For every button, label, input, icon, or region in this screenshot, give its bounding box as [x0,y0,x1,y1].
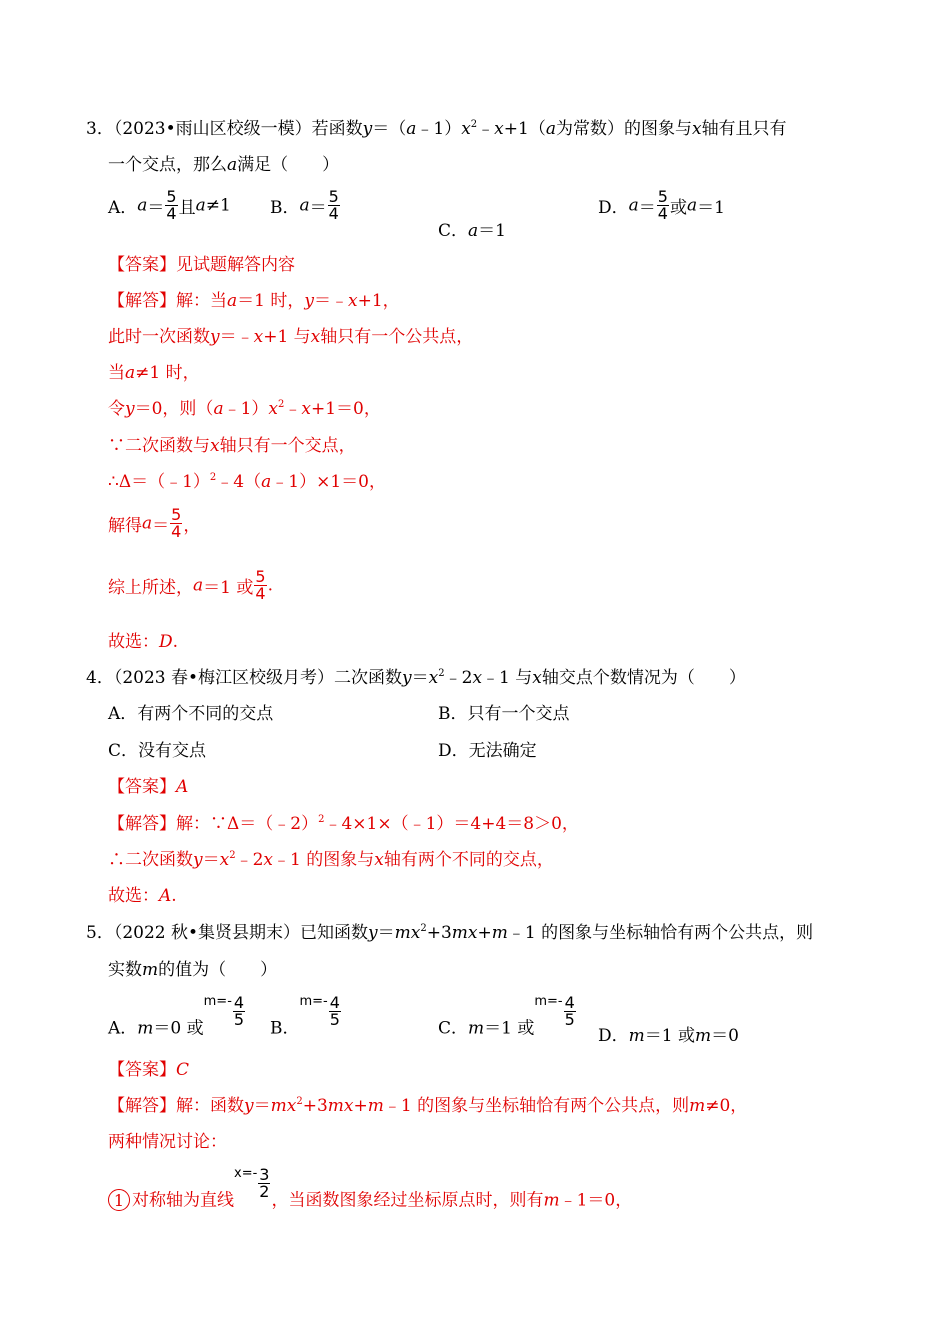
q3-option-b: B．a＝ $\frac{5}{4}$ [270,187,339,223]
fraction-5-4: $\frac{5}{4}$ [657,187,668,223]
q3-option-d: D．a＝ $\frac{5}{4}$ 或a＝1 [598,187,725,223]
q3-solution-line5: ∵二次函数与x轴只有一个交点， [108,436,356,456]
q4-option-b: B．只有一个交点 [438,704,570,724]
q5-solution-line3: 1 对称轴为直线x=- $\frac{3}{2}$ ，当函数图象经过坐标原点时，则有m﹣1＝0， [108,1166,632,1211]
q4-option-c: C．没有交点 [108,741,207,761]
q3-solution-line1: 【解答】解：当a＝1 时，y＝﹣x+1， [108,291,400,311]
q5-option-a: A．m＝0 或m=- $\frac{4}{5}$ [108,993,245,1039]
q3-solution-line7: 解得a＝ $\frac{5}{4}$ ， [108,505,201,541]
q3-solution-line3: 当a≠1 时， [108,363,200,383]
q5-answer: 【答案】C [108,1060,190,1080]
q3-solution-line2: 此时一次函数y＝﹣x+1 与x轴只有一个公共点， [108,327,474,347]
fraction-minus-4-5: m=- $\frac{4}{5}$ [299,993,340,1029]
fraction-5-4: $\frac{5}{4}$ [166,187,177,223]
circled-number-1: 1 [108,1189,130,1211]
q4-answer: 【答案】A [108,777,189,797]
q4-solution-line1: 【解答】解：∵Δ＝（﹣2）$^2$﹣4×1×（﹣1）＝4+4＝8＞0， [108,814,579,834]
q3-option-a: A．a＝ $\frac{5}{4}$ 且a≠1 [108,187,231,223]
fraction-minus-3-2: x=- $\frac{3}{2}$ [234,1165,270,1201]
q4-stem: 4．（2023 春•梅江区校级月考）二次函数$y=x^2﹣2x﹣1$ 与x轴交点个数情况为（ ） [86,668,746,688]
q3-answer: 【答案】见试题解答内容 [108,255,295,275]
q5-solution-line2: 两种情况讨论： [108,1132,227,1152]
q4-solution-line2: ∴二次函数$y=x^2﹣2x﹣1$ 的图象与x轴有两个不同的交点， [108,850,554,870]
q5-option-c: C．m＝1 或m=- $\frac{4}{5}$ [438,993,575,1039]
q3-stem-line1: 3．（2023•雨山区校级一模）若函数$y=(a﹣1)x^2﹣x+1(a$为常数）的图象与x轴有且只有 [86,119,787,139]
fraction-minus-4-5: m=- $\frac{4}{5}$ [203,993,245,1029]
q3-solution-line9: 故选：D. [108,632,179,652]
q3-option-c: C．a＝1 [438,221,506,241]
q4-option-a: A．有两个不同的交点 [108,704,274,724]
q4-solution-line3: 故选：A. [108,886,177,906]
fraction-5-4: $\frac{5}{4}$ [255,567,266,603]
q3-solution-line4: 令y＝0，则$(a﹣1)x^2﹣x+1=0$， [108,399,381,419]
q3-solution-line8: 综上所述，a＝1 或 $\frac{5}{4}$ . [108,567,273,603]
fraction-5-4: $\frac{5}{4}$ [328,187,339,223]
q5-stem-line2: 实数m的值为（ ） [108,960,278,980]
q5-option-b: B．m=- $\frac{4}{5}$ [270,993,340,1039]
q5-solution-line1: 【解答】解：函数$y=mx^2+3mx+m﹣1$ 的图象与坐标轴恰有两个公共点，则m≠0， [108,1096,748,1116]
q3-solution-line6: ∴Δ＝（﹣1）$^2$﹣4（a﹣1）×1＝0， [108,472,386,492]
q5-option-d: D．m＝1 或m＝0 [598,1026,739,1046]
fraction-5-4: $\frac{5}{4}$ [171,505,182,541]
q5-stem-line1: 5．（2022 秋•集贤县期末）已知函数$y=mx^2+3mx+m﹣1$ 的图象与坐标轴恰有两个公共点，则 [86,923,814,943]
fraction-minus-4-5: m=- $\frac{4}{5}$ [534,993,575,1029]
q4-option-d: D．无法确定 [438,741,537,761]
q3-stem-line2: 一个交点，那么a满足（ ） [108,155,340,175]
